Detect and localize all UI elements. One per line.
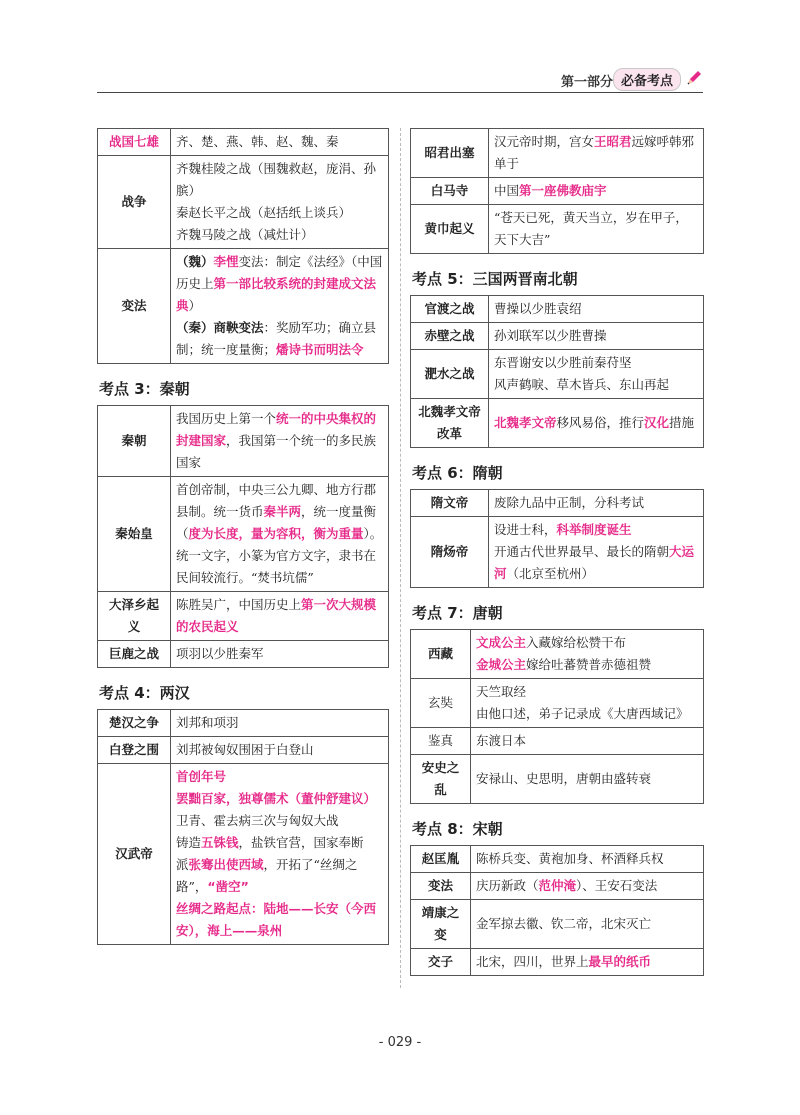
text-line — [176, 251, 383, 317]
table-row — [411, 205, 704, 254]
text-line — [476, 654, 698, 676]
row-key: 白登之围 — [98, 737, 171, 764]
text-span: 北宋，四川，世界上 — [476, 954, 589, 969]
sui-table — [410, 489, 704, 588]
row-key: 交子 — [411, 949, 471, 976]
highlight-text: 张骞出使西域 — [188, 857, 264, 872]
highlight-text: 首创年号 — [176, 769, 227, 784]
section-title: 考点 7：唐朝 — [412, 604, 503, 622]
row-key: 隋文帝 — [411, 490, 489, 517]
highlight-text: 统一的中央集权的封建国家 — [176, 411, 377, 448]
text-line: 卫青、霍去病三次与匈奴大战 — [176, 813, 339, 828]
row-key: 西藏 — [411, 630, 471, 679]
text-span: 派 — [176, 857, 189, 872]
han-cont-table — [410, 128, 704, 254]
table-row — [411, 873, 704, 900]
text-span: ，开拓了“丝绸之路”， — [176, 857, 358, 894]
row-value: 孙刘联军以少胜曹操 — [489, 323, 704, 350]
text-span: 我国历史上第一个 — [176, 411, 277, 426]
text-line: 由他口述，弟子记录成《大唐西域记》 — [476, 706, 689, 721]
highlight-text: 五铢钱 — [201, 835, 239, 850]
row-key: 大泽乡起义 — [98, 592, 171, 641]
text-span: ：奖励军功；确立县制；统一度量衡； — [176, 320, 377, 357]
table-row — [411, 350, 704, 399]
table-row — [411, 178, 704, 205]
row-value: 陈桥兵变、黄袍加身、杯酒释兵权 — [471, 846, 704, 873]
qin-table — [97, 405, 389, 668]
highlight-text: 文成公主 — [476, 635, 527, 650]
table-row — [98, 406, 389, 477]
highlight-text: 科举制度诞生 — [556, 522, 632, 537]
table-row — [411, 846, 704, 873]
table-row — [411, 517, 704, 588]
table-row — [98, 156, 389, 249]
text-span: 设进士科， — [494, 522, 557, 537]
row-key: 淝水之战 — [411, 350, 489, 399]
row-value — [489, 517, 704, 588]
text-span: ，我国第一个统一的多民族国家 — [176, 433, 377, 470]
table-row — [411, 129, 704, 178]
row-key: 秦朝 — [98, 406, 171, 477]
text-span: 汉元帝时期，宫女 — [494, 134, 595, 149]
row-key: 赵匡胤 — [411, 846, 471, 873]
highlight-text: 第一次大规模的农民起义 — [176, 597, 377, 634]
table-row — [411, 323, 704, 350]
table-row — [98, 710, 389, 737]
row-value: 曹操以少胜袁绍 — [489, 296, 704, 323]
row-key: 昭君出塞 — [411, 129, 489, 178]
three-kingdoms-table — [410, 295, 704, 448]
text-line: 天竺取经 — [476, 684, 527, 699]
text-line: 齐魏桂陵之战（围魏救赵，庞涓、孙膑） — [176, 161, 377, 198]
row-key: 白马寺 — [411, 178, 489, 205]
text-line: 秦赵长平之战（赵括纸上谈兵） — [176, 205, 352, 220]
row-value — [489, 399, 704, 448]
row-key: 秦始皇 — [98, 477, 171, 592]
song-table — [410, 845, 704, 976]
table-row — [98, 737, 389, 764]
table-row — [411, 755, 704, 804]
row-key: 汉武帝 — [98, 764, 171, 945]
highlight-text: “凿空” — [207, 879, 249, 894]
row-value: 齐、楚、燕、韩、赵、魏、秦 — [171, 129, 389, 156]
row-value — [471, 949, 704, 976]
text-span: （北京至杭州） — [506, 566, 595, 581]
text-span: 措施 — [669, 415, 695, 430]
text-span: ，盐铁官营，国家奉断 — [238, 835, 364, 850]
highlight-text: 金城公主 — [476, 657, 527, 672]
highlight-text: 北魏孝文帝 — [494, 415, 557, 430]
tang-table — [410, 629, 704, 804]
table-row — [98, 641, 389, 668]
table-row — [411, 728, 704, 755]
row-key: 靖康之变 — [411, 900, 471, 949]
text-span: 入藏嫁给松赞干布 — [526, 635, 627, 650]
highlight-text: 汉化 — [644, 415, 670, 430]
section-title: 考点 5：三国两晋南北朝 — [412, 270, 578, 288]
row-key: 赤壁之战 — [411, 323, 489, 350]
text-span: 远嫁呼韩邪单于 — [494, 134, 695, 171]
text-line: 东晋谢安以少胜前秦苻坚 — [494, 355, 632, 370]
row-key: 战国七雄 — [98, 129, 171, 156]
row-value: 安禄山、史思明，唐朝由盛转衰 — [471, 755, 704, 804]
highlight-text: 第一部比较系统的封建成文法典 — [176, 276, 377, 313]
highlight-text: 燔诗书而明法令 — [276, 342, 364, 357]
text-span: 庆历新政（ — [476, 878, 539, 893]
row-value — [171, 249, 389, 364]
table-row — [411, 399, 704, 448]
row-value — [171, 592, 389, 641]
row-key: 楚汉之争 — [98, 710, 171, 737]
text-span: 铸造 — [176, 835, 202, 850]
pencil-icon — [685, 69, 703, 87]
highlight-text: 李悝 — [213, 254, 239, 269]
table-row — [411, 949, 704, 976]
highlight-text: 第一座佛教庙宇 — [519, 183, 607, 198]
row-value: 刘邦和项羽 — [171, 710, 389, 737]
highlight-text: 王昭君 — [594, 134, 632, 149]
row-value — [489, 178, 704, 205]
row-key: 变法 — [411, 873, 471, 900]
row-value — [471, 873, 704, 900]
text-span: （魏） — [176, 254, 214, 269]
table-row — [411, 679, 704, 728]
row-key: 官渡之战 — [411, 296, 489, 323]
row-key: 北魏孝文帝改革 — [411, 399, 489, 448]
section-title: 考点 8：宋朝 — [412, 820, 503, 838]
row-key: 战争 — [98, 156, 171, 249]
part-label: 第一部分 — [560, 75, 613, 90]
row-key: 安史之乱 — [411, 755, 471, 804]
page-header — [97, 66, 703, 94]
section-title: 考点 3：秦朝 — [99, 380, 190, 398]
text-span: 商鞅变法 — [213, 320, 264, 335]
table-row — [411, 296, 704, 323]
row-value — [171, 764, 389, 945]
text-span: 首创帝制，中央三公九卿、地方行郡县制。统一货币 — [176, 482, 377, 519]
highlight-text: 范仲淹 — [538, 878, 577, 893]
row-value — [171, 406, 389, 477]
row-key: 玄奘 — [411, 679, 471, 728]
row-key: 鉴真 — [411, 728, 471, 755]
text-span: 嫁给吐蕃赞普赤德祖赞 — [526, 657, 652, 672]
table-row — [411, 630, 704, 679]
row-value: 废除九品中正制，分科考试 — [489, 490, 704, 517]
text-span: ） — [188, 298, 202, 313]
table-row — [98, 592, 389, 641]
row-value — [471, 630, 704, 679]
text-span: 陈胜吴广，中国历史上 — [176, 597, 302, 612]
row-key: 变法 — [98, 249, 171, 364]
han-table — [97, 709, 389, 945]
table-row — [98, 477, 389, 592]
left-column — [97, 128, 389, 945]
highlight-text: 罢黜百家，独尊儒术（董仲舒建议） — [176, 791, 377, 806]
text-span: ）、王安石变法 — [576, 878, 658, 893]
header-rule — [97, 92, 703, 93]
highlight-text: 秦半两 — [263, 504, 302, 519]
table-row — [98, 764, 389, 945]
warring-states-table — [97, 128, 389, 364]
page-number: - 029 - — [378, 1035, 422, 1050]
text-line — [176, 832, 383, 854]
row-value — [171, 156, 389, 249]
row-key: 黄巾起义 — [411, 205, 489, 254]
text-line — [476, 632, 698, 654]
text-span: ）。统一文字，小篆为官方文字，隶书在民间较流行。“焚书坑儒” — [176, 526, 383, 585]
row-key: 隋炀帝 — [411, 517, 489, 588]
text-line — [494, 541, 698, 585]
row-value — [471, 679, 704, 728]
highlight-text: 丝绸之路起点：陆地——长安（今西安），海上——泉州 — [176, 901, 377, 938]
text-span: ，统一度量衡（ — [176, 504, 377, 541]
text-line: 风声鹤唳、草木皆兵、东山再起 — [494, 377, 670, 392]
text-line: 齐魏马陵之战（减灶计） — [176, 227, 314, 242]
section-pill: 必备考点 — [613, 68, 681, 91]
highlight-text: 大运河 — [494, 544, 695, 581]
text-line — [176, 317, 383, 361]
row-value: 东渡日本 — [471, 728, 704, 755]
column-divider — [400, 128, 401, 988]
text-line — [494, 519, 698, 541]
row-value: 刘邦被匈奴围困于白登山 — [171, 737, 389, 764]
highlight-text: 最早的纸币 — [588, 954, 652, 969]
text-line — [176, 854, 383, 898]
table-row — [411, 900, 704, 949]
row-value — [489, 129, 704, 178]
highlight-text: 度为长度，量为容积，衡为重量 — [188, 526, 364, 541]
row-key: 巨鹿之战 — [98, 641, 171, 668]
table-row — [411, 490, 704, 517]
table-row — [98, 129, 389, 156]
row-value: 项羽以少胜秦军 — [171, 641, 389, 668]
row-value: 金军掠去徽、钦二帝，北宋灭亡 — [471, 900, 704, 949]
table-row — [98, 249, 389, 364]
text-span: 移风易俗，推行 — [556, 415, 645, 430]
text-span: 变法：制定《法经》（中国历史上 — [176, 254, 383, 291]
right-column — [410, 128, 704, 976]
section-title: 考点 4：两汉 — [99, 684, 190, 702]
text-span: 中国 — [494, 183, 520, 198]
row-value: “苍天已死，黄天当立，岁在甲子，天下大吉” — [489, 205, 704, 254]
row-value — [489, 350, 704, 399]
text-span: （秦） — [176, 320, 214, 335]
text-span: 开通古代世界最早、最长的隋朝 — [494, 544, 670, 559]
row-value — [171, 477, 389, 592]
section-title: 考点 6：隋朝 — [412, 464, 503, 482]
